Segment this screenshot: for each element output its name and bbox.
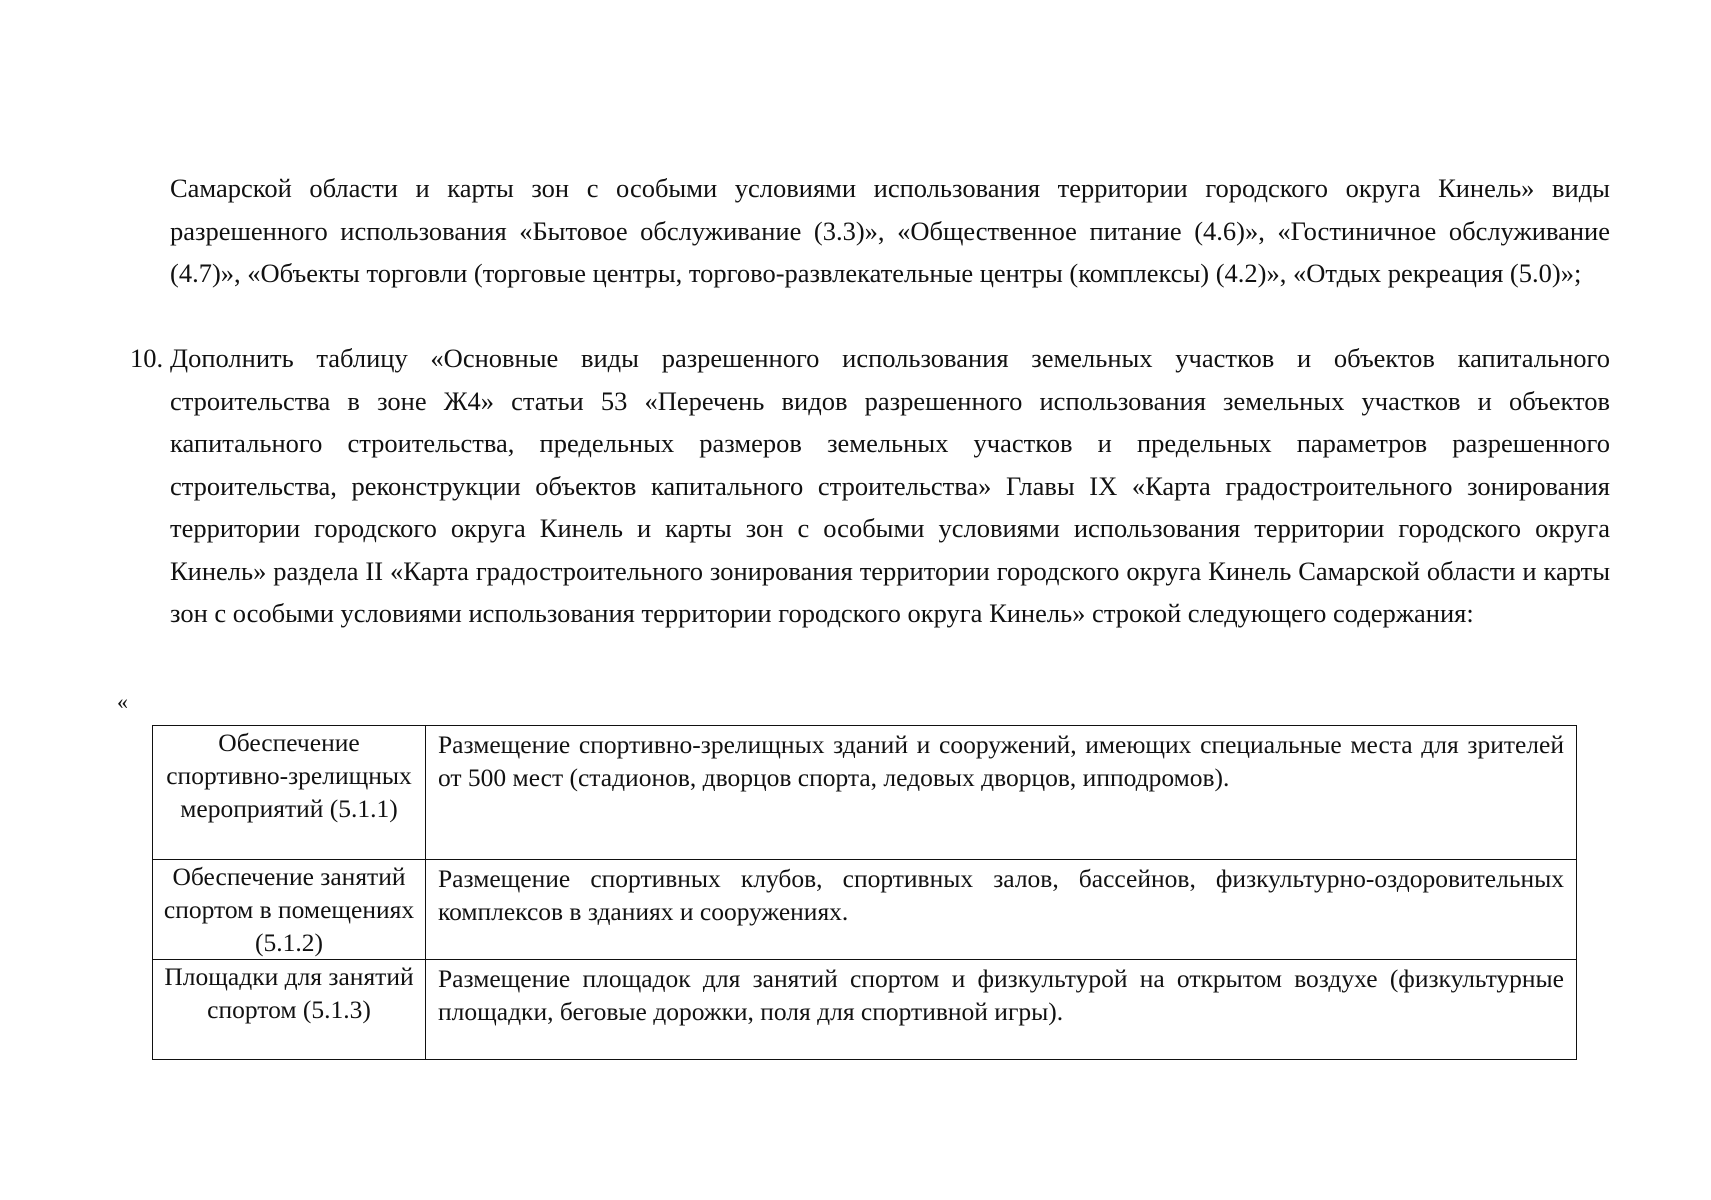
use-type-name: Обеспечение занятий спортом в помещениях (5.1.2) [153,860,426,960]
table-row [153,860,1577,960]
use-type-name: Площадки для занятий спортом (5.1.3) [153,960,426,1060]
use-type-name: Обеспечение спортивно-зрелищных мероприятий (5.1.1) [153,726,426,860]
opening-quote-mark: « [117,689,128,714]
inserted-rows-table [152,725,1577,1060]
item-10-text: Дополнить таблицу «Основные виды разрешенного использования земельных участков и объектов капитального строительства в зоне Ж4» статьи 53 «Перечень видов разрешенного использования земельных участков и объектов капитального строительства, предельных размеров земельных участков и предельных параметров разрешенного строительства, реконструкции объектов капитального строительства» Главы IX «Карта градостроительного зонирования территории городского округа Кинель и карты зон с особыми условиями использования территории городского округа Кинель» раздела II «Карта градостроительного зонирования территории городского округа Кинель Самарской области и карты зон с особыми условиями использования территории городского округа Кинель» строкой следующего содержания: [170,343,1610,628]
table-row [153,960,1577,1060]
item-10-number: 10. [130,343,164,373]
use-type-description: Размещение площадок для занятий спортом и физкультурой на открытом воздухе (физкультурные площадки, беговые дорожки, поля для спортивной игры). [426,960,1577,1060]
use-type-description: Размещение спортивно-зрелищных зданий и сооружений, имеющих специальные места для зрителей от 500 мест (стадионов, дворцов спорта, ледовых дворцов, ипподромов). [426,726,1577,860]
continuation-paragraph: Самарской области и карты зон с особыми условиями использования территории городского округа Кинель» виды разрешенного использования «Бытовое обслуживание (3.3)», «Общественное питание (4.6)», «Гостиничное обслуживание (4.7)», «Объекты торговли (торговые центры, торгово-развлекательные центры (комплексы) (4.2)», «Отдых рекреация (5.0)»; [170,173,1610,288]
table-row [153,726,1577,860]
use-type-description: Размещение спортивных клубов, спортивных залов, бассейнов, физкультурно-оздоровительных комплексов в зданиях и сооружениях. [426,860,1577,960]
